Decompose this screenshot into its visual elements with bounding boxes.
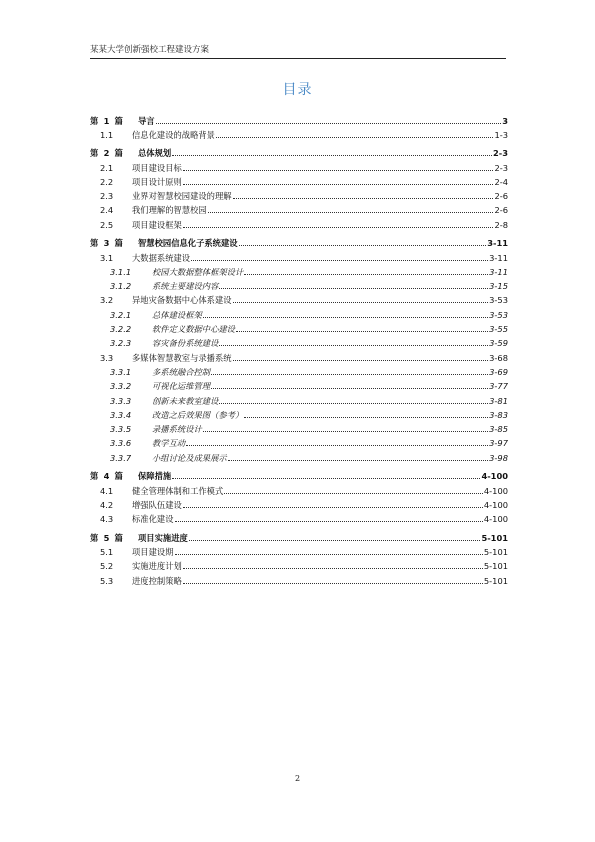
toc-entry[interactable] bbox=[90, 277, 508, 291]
toc-leader-dots bbox=[183, 583, 483, 584]
toc-entry[interactable] bbox=[90, 109, 508, 126]
toc-entry[interactable] bbox=[90, 291, 508, 305]
toc-entry-page: 2-8 bbox=[494, 219, 508, 230]
toc-leader-dots bbox=[183, 184, 494, 185]
toc-leader-dots bbox=[216, 137, 493, 138]
toc-entry-number: 5.2 bbox=[100, 561, 114, 572]
toc-entry-number: 2.3 bbox=[100, 191, 114, 202]
toc-leader-dots bbox=[236, 331, 488, 332]
toc-entry-number: 4.3 bbox=[100, 514, 114, 525]
toc-entry-page: 5-101 bbox=[483, 561, 508, 572]
toc-leader-dots bbox=[189, 540, 481, 541]
toc-entry[interactable] bbox=[90, 526, 508, 543]
toc-entry-number: 3.3.7 bbox=[110, 452, 132, 463]
toc-entry[interactable] bbox=[90, 187, 508, 201]
toc-entry[interactable] bbox=[90, 348, 508, 362]
toc-leader-dots bbox=[219, 403, 488, 404]
page-header: 某某大学创新强校工程建设方案 bbox=[90, 43, 506, 59]
toc-entry-title: 健全管理体制和工作模式 bbox=[132, 485, 224, 496]
toc-entry-page: 2-4 bbox=[494, 176, 508, 187]
toc-entry-number: 3.2.1 bbox=[110, 309, 132, 320]
toc-entry-number: 第 2 篇 bbox=[90, 148, 125, 159]
toc-entry-page: 2-3 bbox=[493, 148, 508, 159]
toc-entry[interactable] bbox=[90, 496, 508, 510]
toc-entry[interactable] bbox=[90, 305, 508, 319]
toc-leader-dots bbox=[156, 123, 502, 124]
toc-entry[interactable] bbox=[90, 434, 508, 448]
toc-entry-page: 3-98 bbox=[489, 452, 508, 463]
toc-entry-title: 多媒体智慧教室与录播系统 bbox=[132, 352, 232, 363]
toc-entry-title: 项目建设期 bbox=[132, 546, 174, 557]
toc-entry-number: 3.3.6 bbox=[110, 438, 132, 449]
toc-entry-page: 3-59 bbox=[489, 338, 508, 349]
toc-leader-dots bbox=[244, 274, 488, 275]
toc-entry-title: 系统主要建设内容 bbox=[152, 281, 219, 292]
toc-entry-page: 4-100 bbox=[483, 514, 508, 525]
toc-entry[interactable] bbox=[90, 377, 508, 391]
toc-entry[interactable] bbox=[90, 391, 508, 405]
toc-entry-title: 录播系统设计 bbox=[152, 424, 202, 435]
toc-entry-page: 3 bbox=[502, 115, 508, 126]
toc-entry-page: 3-69 bbox=[489, 366, 508, 377]
toc-entry-number: 第 3 篇 bbox=[90, 238, 125, 249]
toc-entry-title: 异地灾备数据中心体系建设 bbox=[132, 295, 232, 306]
toc-leader-dots bbox=[172, 155, 492, 156]
toc-entry-page: 3-55 bbox=[489, 324, 508, 335]
toc-entry-title: 软件定义数据中心建设 bbox=[152, 324, 235, 335]
toc-entry-number: 3.1 bbox=[100, 252, 114, 263]
toc-entry[interactable] bbox=[90, 465, 508, 482]
toc-entry[interactable] bbox=[90, 571, 508, 585]
toc-entry-number: 3.3.2 bbox=[110, 381, 132, 392]
toc-entry-page: 3-15 bbox=[489, 281, 508, 292]
toc-leader-dots bbox=[233, 198, 494, 199]
toc-entry[interactable] bbox=[90, 543, 508, 557]
toc-entry-title: 改造之后效果图（参考） bbox=[152, 409, 244, 420]
toc-entry-number: 4.2 bbox=[100, 499, 114, 510]
toc-entry-title: 项目实施进度 bbox=[138, 532, 188, 543]
toc-entry-page: 2-6 bbox=[494, 205, 508, 216]
toc-entry-title: 项目设计原则 bbox=[132, 176, 182, 187]
toc-entry-page: 3-77 bbox=[489, 381, 508, 392]
toc-entry-page: 3-11 bbox=[489, 252, 508, 263]
toc-entry-title: 项目建设框架 bbox=[132, 219, 182, 230]
toc-entry-page: 5-101 bbox=[483, 546, 508, 557]
toc-entry-title: 保障措施 bbox=[138, 471, 172, 482]
toc-entry[interactable] bbox=[90, 420, 508, 434]
toc-entry[interactable] bbox=[90, 406, 508, 420]
toc-leader-dots bbox=[183, 507, 483, 508]
toc-entry-page: 5-101 bbox=[481, 532, 508, 543]
toc-leader-dots bbox=[219, 345, 488, 346]
toc-entry-page: 2-3 bbox=[494, 162, 508, 173]
toc-entry-page: 2-6 bbox=[494, 191, 508, 202]
toc-entry-page: 4-100 bbox=[483, 485, 508, 496]
toc-entry[interactable] bbox=[90, 363, 508, 377]
toc-entry-title: 大数据系统建设 bbox=[132, 252, 191, 263]
toc-entry-title: 可视化运维管理 bbox=[152, 381, 211, 392]
toc-entry-number: 第 1 篇 bbox=[90, 115, 125, 126]
toc-entry-number: 3.2.2 bbox=[110, 324, 132, 335]
toc-entry-number: 2.5 bbox=[100, 219, 114, 230]
toc-entry-title: 智慧校园信息化子系统建设 bbox=[138, 238, 238, 249]
toc-leader-dots bbox=[183, 170, 494, 171]
toc-entry-page: 3-97 bbox=[489, 438, 508, 449]
toc-entry-page: 3-53 bbox=[489, 295, 508, 306]
toc-leader-dots bbox=[191, 260, 488, 261]
toc-entry[interactable] bbox=[90, 557, 508, 571]
toc-entry-title: 进度控制策略 bbox=[132, 575, 182, 586]
toc-leader-dots bbox=[208, 212, 494, 213]
toc-entry-page: 5-101 bbox=[483, 575, 508, 586]
toc-entry-number: 5.1 bbox=[100, 546, 114, 557]
toc-entry-title: 多系统融合控制 bbox=[152, 366, 211, 377]
page-number: 2 bbox=[294, 774, 301, 783]
toc-entry-number: 3.3.5 bbox=[110, 424, 132, 435]
toc-leader-dots bbox=[203, 317, 488, 318]
toc-entry-title: 校园大数据整体框架设计 bbox=[152, 266, 244, 277]
toc-leader-dots bbox=[219, 288, 488, 289]
toc-entry-title: 总体规划 bbox=[138, 148, 172, 159]
toc-leader-dots bbox=[175, 554, 483, 555]
toc-entry-title: 增强队伍建设 bbox=[132, 499, 182, 510]
toc-entry[interactable] bbox=[90, 173, 508, 187]
toc-entry-title: 导言 bbox=[138, 115, 155, 126]
toc-entry[interactable] bbox=[90, 215, 508, 229]
toc-entry-number: 4.1 bbox=[100, 485, 114, 496]
toc-entry-number: 2.4 bbox=[100, 205, 114, 216]
toc-entry-number: 3.3.3 bbox=[110, 395, 132, 406]
toc-entry-title: 创新未来教室建设 bbox=[152, 395, 219, 406]
toc-entry[interactable] bbox=[90, 248, 508, 262]
toc-entry-title: 实施进度计划 bbox=[132, 561, 182, 572]
toc-leader-dots bbox=[183, 227, 494, 228]
table-of-contents bbox=[90, 109, 508, 586]
toc-entry-title: 标准化建设 bbox=[132, 514, 174, 525]
toc-entry[interactable] bbox=[90, 320, 508, 334]
toc-entry-number: 1.1 bbox=[100, 129, 114, 140]
toc-entry-number: 3.3.4 bbox=[110, 409, 132, 420]
toc-entry-number: 3.1.2 bbox=[110, 281, 132, 292]
toc-leader-dots bbox=[211, 388, 488, 389]
toc-entry-number: 3.3.1 bbox=[110, 366, 132, 377]
toc-entry-page: 3-68 bbox=[489, 352, 508, 363]
toc-leader-dots bbox=[211, 374, 488, 375]
toc-entry-number: 3.3 bbox=[100, 352, 114, 363]
toc-entry[interactable] bbox=[90, 481, 508, 495]
toc-entry-title: 容灾备份系统建设 bbox=[152, 338, 219, 349]
toc-leader-dots bbox=[172, 478, 480, 479]
toc-entry-number: 3.2.3 bbox=[110, 338, 132, 349]
toc-entry-title: 信息化建设的战略背景 bbox=[132, 129, 215, 140]
toc-leader-dots bbox=[183, 568, 483, 569]
toc-entry[interactable] bbox=[90, 126, 508, 140]
toc-entry[interactable] bbox=[90, 448, 508, 462]
toc-entry[interactable] bbox=[90, 232, 508, 249]
toc-entry-number: 2.2 bbox=[100, 176, 114, 187]
toc-entry-page: 3-83 bbox=[489, 409, 508, 420]
toc-entry-number: 3.2 bbox=[100, 295, 114, 306]
toc-entry-title: 小组讨论及成果展示 bbox=[152, 452, 227, 463]
toc-entry-title: 项目建设目标 bbox=[132, 162, 182, 173]
toc-entry[interactable] bbox=[90, 158, 508, 172]
toc-entry-number: 第 5 篇 bbox=[90, 532, 125, 543]
toc-entry-page: 3-85 bbox=[489, 424, 508, 435]
toc-entry-number: 第 4 篇 bbox=[90, 471, 125, 482]
toc-leader-dots bbox=[233, 360, 489, 361]
toc-entry[interactable] bbox=[90, 263, 508, 277]
toc-entry-page: 3-11 bbox=[487, 238, 508, 249]
toc-leader-dots bbox=[175, 521, 483, 522]
toc-entry-title: 总体建设框架 bbox=[152, 309, 202, 320]
toc-entry[interactable] bbox=[90, 142, 508, 159]
toc-entry[interactable] bbox=[90, 201, 508, 215]
toc-entry-title: 我们理解的智慧校园 bbox=[132, 205, 207, 216]
toc-leader-dots bbox=[203, 431, 488, 432]
toc-entry-number: 5.3 bbox=[100, 575, 114, 586]
toc-leader-dots bbox=[244, 417, 488, 418]
toc-leader-dots bbox=[228, 460, 488, 461]
toc-entry-title: 教学互动 bbox=[152, 438, 186, 449]
toc-title: 目录 bbox=[282, 82, 313, 98]
toc-entry[interactable] bbox=[90, 510, 508, 524]
toc-entry-page: 3-53 bbox=[489, 309, 508, 320]
toc-leader-dots bbox=[224, 493, 483, 494]
toc-leader-dots bbox=[239, 245, 487, 246]
toc-leader-dots bbox=[233, 302, 489, 303]
toc-entry-page: 3-11 bbox=[489, 266, 508, 277]
toc-entry-page: 1-3 bbox=[494, 129, 508, 140]
toc-leader-dots bbox=[186, 445, 488, 446]
toc-entry-title: 业界对智慧校园建设的理解 bbox=[132, 191, 232, 202]
toc-entry[interactable] bbox=[90, 334, 508, 348]
toc-entry-page: 4-100 bbox=[483, 499, 508, 510]
toc-entry-page: 4-100 bbox=[481, 471, 508, 482]
toc-entry-number: 2.1 bbox=[100, 162, 114, 173]
toc-entry-page: 3-81 bbox=[489, 395, 508, 406]
toc-entry-number: 3.1.1 bbox=[110, 266, 132, 277]
